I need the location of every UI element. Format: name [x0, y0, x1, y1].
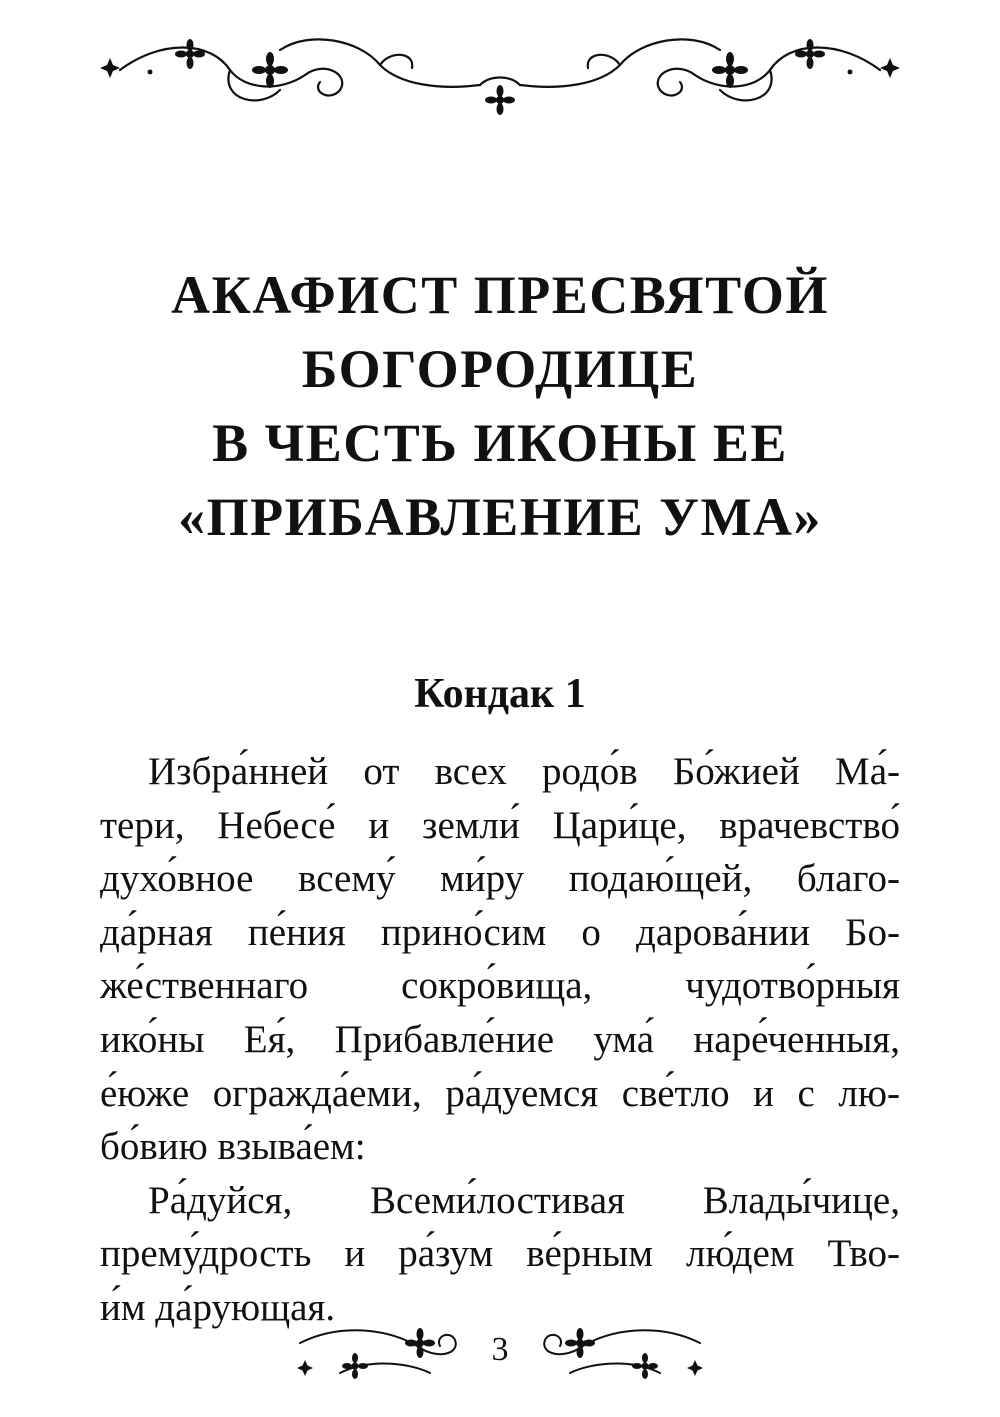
text-line: ико́ны Ея́, Прибавле́ние ума́ наре́ченныя,	[100, 1017, 900, 1061]
title-line: В ЧЕСТЬ ИКОНЫ ЕЕ	[212, 413, 788, 473]
text-line: е́юже огражда́еми, ра́дуемся све́тло и с лю-	[100, 1071, 900, 1115]
text-line: духо́вное всему́ ми́ру подаю́щей, благо-	[100, 857, 900, 901]
paragraph	[100, 745, 900, 1174]
section-heading: Кондак 1	[414, 671, 586, 717]
floral-vignette-icon	[80, 30, 920, 120]
body-text	[100, 745, 900, 1335]
paragraph	[100, 1174, 900, 1335]
text-line: и́м да́рующая.	[100, 1285, 336, 1329]
title-line: АКАФИСТ ПРЕСВЯТОЙ	[171, 265, 829, 325]
title-line: «ПРИБАВЛЕНИЕ УМА»	[178, 487, 822, 547]
text-line: Ра́дуйся, Всеми́лостивая Влады́чице,	[148, 1178, 900, 1222]
text-line: да́рная пе́ния прино́сим о дарова́нии Бо-	[100, 910, 900, 954]
page-number: 3	[491, 1331, 509, 1368]
text-line: бо́вию взыва́ем:	[100, 1125, 366, 1169]
page-title	[60, 258, 940, 554]
text-line: тери, Небесе́ и земли́ Цари́це, врачевство́	[100, 803, 900, 847]
title-line: БОГОРОДИЦЕ	[301, 339, 699, 399]
text-line: же́ственнаго сокро́вища, чудотво́рныя	[100, 964, 900, 1008]
text-line: Избра́нней от всех родо́в Бо́жией Ма́-	[148, 750, 900, 793]
text-line: прему́дрость и ра́зум ве́рным лю́дем Тво-	[100, 1232, 900, 1276]
